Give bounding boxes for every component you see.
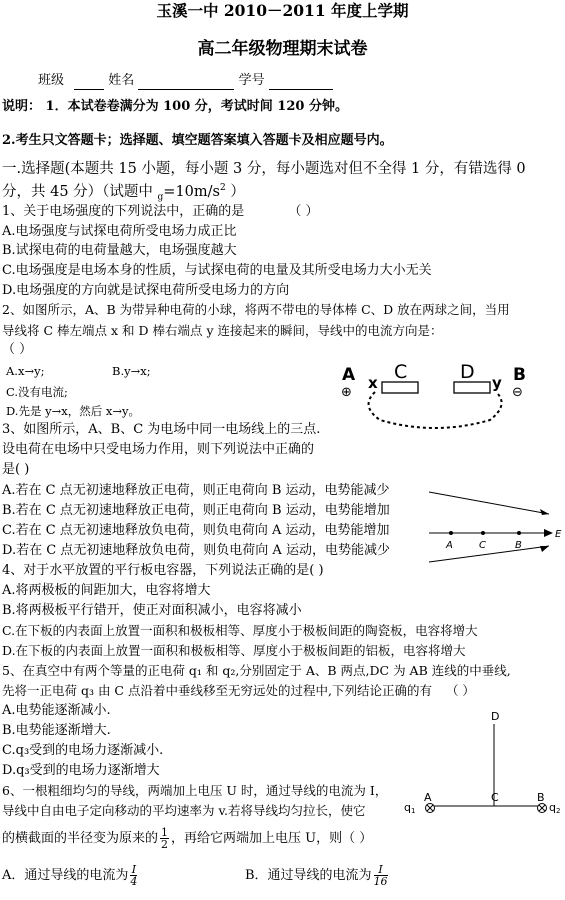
section-1-text: 分，共 45 分）（试题中: [2, 183, 158, 200]
q2-fig-label-c: C: [394, 361, 408, 383]
q2-figure: [330, 356, 540, 438]
q2-option-a: A.x→y;: [6, 364, 45, 378]
note-2: 2.考生只文答题卡；选择题、填空题答案填入答题卡及相应题号内。: [2, 133, 393, 148]
q5-label-c: C: [491, 791, 499, 804]
q2-fig-plus-icon: ⊕: [341, 385, 352, 400]
q2-fig-label-x: x: [368, 374, 378, 392]
name-blank[interactable]: [138, 76, 234, 90]
q3-stem-line3: 是( ): [2, 462, 30, 477]
q2-answer-paren: （ ）: [2, 342, 33, 357]
q3-arrow-head-top: [540, 509, 549, 515]
q6-option-b-fraction: $\frac{I}{16}$: [373, 863, 388, 888]
q5-option-c: C.q₃受到的电场力逐渐减小.: [2, 743, 164, 758]
q6-option-b-text: B．通过导线的电流为: [245, 868, 372, 883]
g-symbol: g: [157, 192, 164, 203]
note-1: 说明： 1．本试卷卷满分为 100 分，考试时间 120 分钟。: [2, 99, 348, 114]
g-value: =10m/s: [163, 183, 220, 200]
q3-option-d: D.若在 C 点无初速地释放负电荷，则负电荷向 A 运动，电势能减少: [2, 543, 390, 558]
q5-stem-line2: [2, 682, 475, 700]
q2-fig-label-b: B: [513, 365, 526, 385]
q3-stem-line1: 3、如图所示，A、B、C 为电场中同一电场线上的三点.: [2, 422, 321, 437]
q3-stem-line2: 设电荷在电场中只受电场力作用，则下列说法中正确的: [2, 442, 315, 457]
q5-label-q1: q1: [404, 801, 416, 815]
q6-option-a-text: A．通过导线的电流为: [2, 868, 129, 883]
q1-stem-text: 1、关于电场强度的下列说法中，正确的是: [2, 204, 245, 219]
q1-answer-paren: （ ）: [288, 204, 319, 219]
section-1-heading: 一.选择题(本题共 15 小题，每小题 3 分，每小题选对但不全得 1 分，有错选得 0: [2, 161, 526, 177]
q2-connecting-wire: [369, 392, 502, 428]
q4-option-a: A.将两极板的间距加大，电容将增大: [2, 583, 211, 598]
q6-stem-line1: 6、一根粗细均匀的导线，两端加上电压 U 时，通过导线的电流为 I，: [2, 783, 388, 798]
q2-fig-label-d: D: [460, 361, 475, 383]
q4-option-b: B.将两极板平行错开，使正对面积减小，电容将减小: [2, 603, 302, 618]
q5-stem-line1: 5、在真空中有两个等量的正电荷 q₁ 和 q₂,分别固定于 A、B 两点,DC 为 AB 连线的中垂线,: [2, 663, 511, 678]
exam-subtitle: 高二年级物理期末试卷: [197, 39, 368, 59]
q3-option-c: C.若在 C 点无初速地释放负电荷，则负电荷向 A 运动，电势能增加: [2, 523, 390, 538]
g-exponent: 2: [219, 183, 226, 193]
exam-title: 玉溪一中 2010－2011 年度上学期: [156, 1, 409, 20]
q2-stem-line1: 2、如图所示，A、B 为带异种电荷的小球，将两不带电的导体棒 C、D 放在两球之间，当用: [2, 302, 510, 317]
q3-option-a: A.若在 C 点无初速地释放正电荷，则正电荷向 B 运动，电势能减少: [2, 483, 390, 498]
q6-stem-text-end: ，再给它两端加上电压 U，则（ ）: [171, 831, 373, 846]
q5-label-a: A: [424, 791, 432, 804]
q4-option-d: D.在下板的内表面上放置一面积和极板相等、厚度小于极板间距的铝板，电容将增大: [2, 643, 466, 658]
class-blank[interactable]: [74, 76, 104, 90]
q6-fraction-half: $\frac{1}{2}$: [161, 826, 169, 851]
q5-charge-a-icon: [426, 804, 435, 813]
id-blank[interactable]: [269, 76, 333, 90]
q3-point-c: [481, 531, 485, 535]
student-info-row: [38, 72, 333, 90]
id-label: 学号: [238, 73, 265, 88]
name-label: 姓名: [108, 73, 135, 88]
q1-option-d: D.电场强度的方向就是试探电荷所受电场力的方向: [2, 283, 290, 298]
class-label: 班级: [38, 73, 65, 88]
q3-option-b: B.若在 C 点无初速地释放正电荷，则正电荷向 B 运动，电势能增加: [2, 503, 390, 518]
q3-field-line-top: [429, 492, 549, 514]
q1-stem: [2, 203, 319, 221]
q2-rod-c: [382, 382, 418, 393]
q1-option-c: C.电场强度是电场本身的性质，与试探电荷的电量及其所受电场力大小无关: [2, 263, 432, 278]
q5-option-d: D.q₃受到的电场力逐渐增大: [2, 763, 160, 778]
q2-rod-d: [454, 382, 490, 393]
q2-fig-label-y: y: [492, 374, 502, 392]
q3-point-b: [517, 531, 521, 535]
q2-stem-line2: 导线将 C 棒左端点 x 和 D 棒右端点 y 连接起来的瞬间，导线中的电流方向是：: [2, 323, 443, 338]
q6-stem-line2: 导线中自由电子定向移动的平均速率为 v.若将导线均匀拉长，使它: [2, 803, 366, 818]
q3-label-b: B: [515, 540, 522, 551]
q5-answer-paren: （ ）: [445, 683, 475, 698]
q4-stem: 4、对于水平放置的平行板电容器，下列说法正确的是( ): [2, 563, 324, 578]
q2-option-c: C.没有电流;: [6, 385, 68, 399]
q6-stem-line3: [2, 826, 372, 852]
q3-arrow-head-bot: [540, 546, 549, 552]
q5-figure: [398, 706, 563, 836]
q5-label-b: B: [537, 791, 545, 804]
q3-label-e: E: [555, 529, 562, 540]
q3-point-a: [449, 531, 453, 535]
q1-option-a: A.电场强度与试探电荷所受电场力成正比: [2, 224, 237, 239]
q6-option-b: [245, 862, 390, 890]
q6-option-a: [2, 862, 139, 890]
q6-stem-text: 的横截面的半径变为原来的: [2, 831, 159, 846]
q5-stem-text: 先将一正电荷 q₃ 由 C 点沿着中垂线移至无穷远处的过程中,下列结论正确的有: [2, 683, 432, 698]
q6-option-a-fraction: $\frac{I}{4}$: [130, 863, 138, 888]
section-1-text-end: ）: [225, 183, 245, 200]
q1-option-b: B.试探电荷的电荷量越大，电场强度越大: [2, 243, 237, 258]
q5-label-d: D: [491, 710, 500, 723]
q2-option-b: B.y→x;: [112, 364, 151, 378]
q3-label-a: A: [446, 540, 453, 551]
q4-option-c: C.在下板的内表面上放置一面积和极板相等、厚度小于极板间距的陶瓷板，电容将增大: [2, 623, 478, 638]
q3-arrow-head-mid: [544, 529, 553, 537]
q5-option-b: B.电势能逐渐增大.: [2, 723, 111, 738]
q3-label-c: C: [479, 540, 486, 551]
q5-charge-b-icon: [538, 804, 547, 813]
q2-option-d: D.先是 y→x，然后 x→y。: [6, 404, 141, 418]
q2-fig-minus-icon: ⊖: [512, 385, 523, 400]
q5-label-q2: q2: [549, 801, 561, 815]
q5-option-a: A.电势能逐渐减小.: [2, 703, 111, 718]
q3-figure: [425, 482, 563, 568]
q2-fig-label-a: A: [342, 365, 356, 385]
